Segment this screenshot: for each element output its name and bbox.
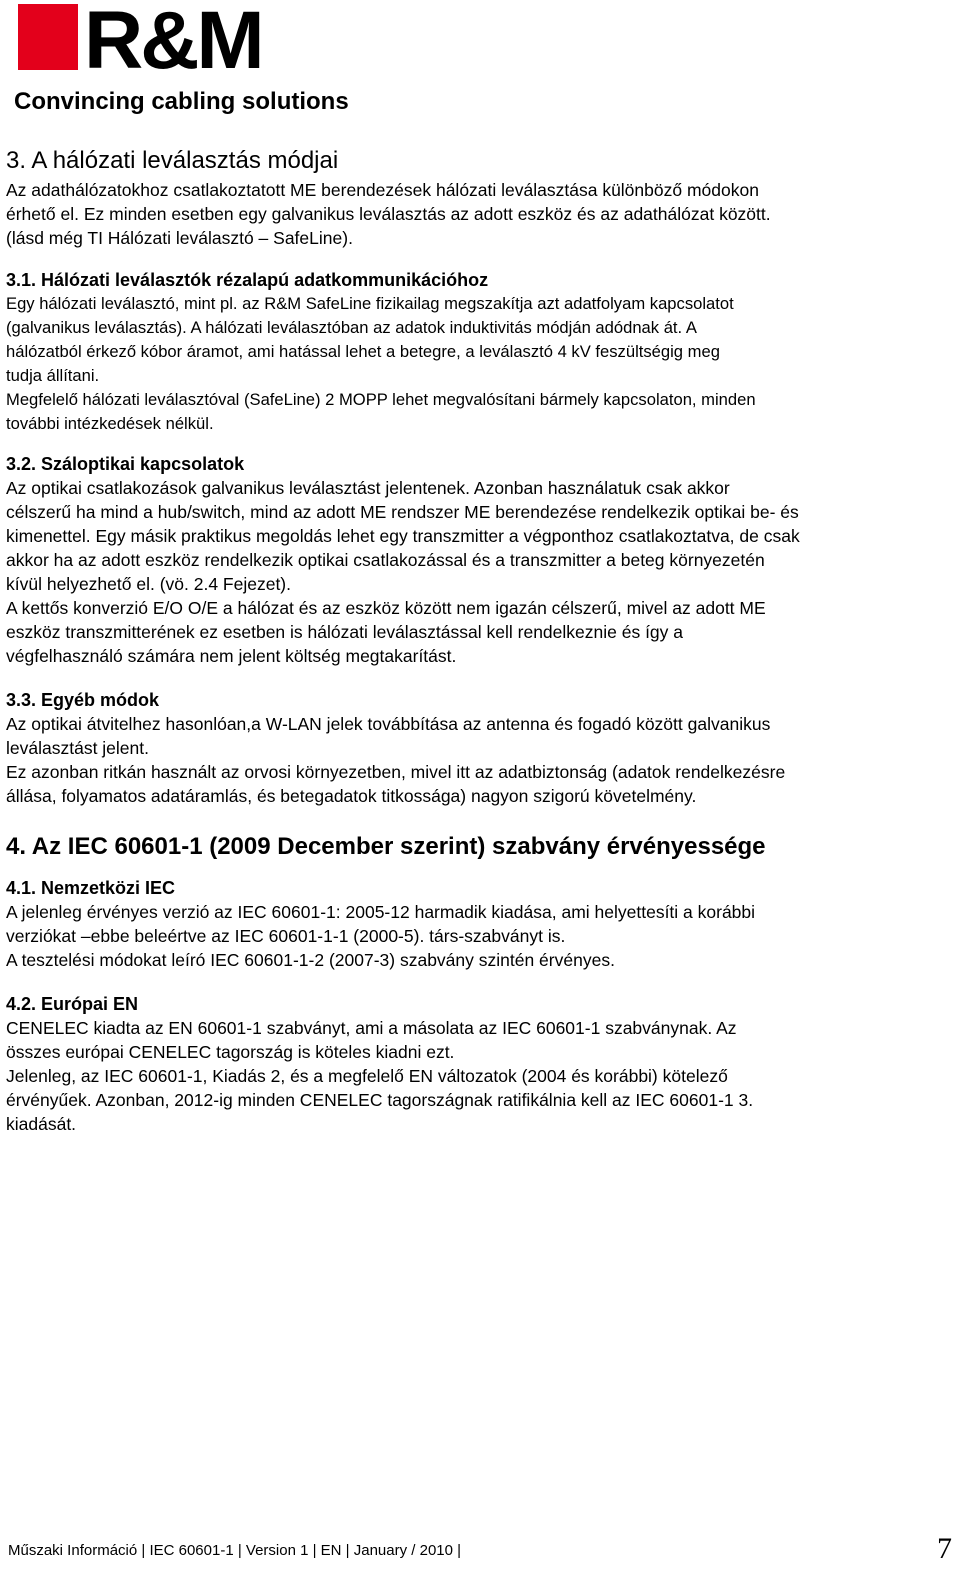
text-line: Az optikai átvitelhez hasonlóan,a W-LAN jelek továbbítása az antenna és fogadó között galvanikus — [6, 714, 771, 734]
logo-brand-text: R&M — [84, 0, 262, 86]
text-line: kiadását. — [6, 1114, 77, 1134]
text-line: Az adathálózatokhoz csatlakoztatott ME berendezések hálózati leválasztása különböző módokon — [6, 180, 759, 200]
section-3-3-body — [6, 712, 954, 808]
text-line: A tesztelési módokat leíró IEC 60601-1-2 (2007-3) szabvány szintén érvényes. — [6, 950, 615, 970]
company-logo — [10, 2, 390, 122]
text-line: Jelenleg, az IEC 60601-1, Kiadás 2, és a megfelelő EN változatok (2004 és korábbi) kötelező — [6, 1066, 728, 1086]
section-4-1-title: 4.1. Nemzetközi IEC — [6, 878, 176, 898]
text-line: leválasztást jelent. — [6, 738, 149, 758]
text-line: érvényűek. Azonban, 2012-ig minden CENELEC tagországnak ratifikálnia kell az IEC 60601-1 3. — [6, 1090, 754, 1110]
text-line: (galvanikus leválasztás). A hálózati leválasztóban az adatok induktivitás módján adódnak át. A — [6, 318, 697, 337]
text-line: verziókat –ebbe beleértve az IEC 60601-1-1 (2000-5). társ-szabványt is. — [6, 926, 566, 946]
section-4-2-title: 4.2. Európai EN — [6, 994, 139, 1014]
text-line: A jelenleg érvényes verzió az IEC 60601-1: 2005-12 harmadik kiadása, ami helyettesíti a korábbi — [6, 902, 756, 922]
text-line: akkor ha az adott eszköz rendelkezik optikai csatlakozással és a transzmitter a beteg környezetén — [6, 550, 765, 570]
logo-red-block — [18, 4, 78, 70]
text-line: kimenettel. Egy másik praktikus megoldás lehet egy transzmitter a végponthoz csatlakoztatva, de csak — [6, 526, 800, 546]
text-line: tudja állítani. — [6, 366, 100, 385]
section-3-body — [6, 178, 954, 250]
section-4-2-body — [6, 1016, 954, 1136]
section-3-1-body — [6, 292, 954, 436]
text-line: eszköz transzmitterének ez esetben is hálózati leválasztással kell rendelkeznie és így a — [6, 622, 684, 642]
logo-tagline: Convincing cabling solutions — [14, 88, 349, 115]
text-line: célszerű ha mind a hub/switch, mind az adott ME rendszer ME berendezése rendelkezik optikai be- és — [6, 502, 799, 522]
text-line: Az optikai csatlakozások galvanikus leválasztást jelentenek. Azonban használatuk csak akkor — [6, 478, 730, 498]
text-line: Ez azonban ritkán használt az orvosi környezetben, mivel itt az adatbiztonság (adatok rendelkezésre — [6, 762, 786, 782]
document-body — [6, 140, 954, 1136]
page-number: 7 — [937, 1532, 952, 1565]
text-line: hálózatból érkező kóbor áramot, ami hatással lehet a betegre, a leválasztó 4 kV feszültségig meg — [6, 342, 720, 361]
text-line: kívül helyezhető el. (vö. 2.4 Fejezet). — [6, 574, 291, 594]
text-line: Egy hálózati leválasztó, mint pl. az R&M SafeLine fizikailag megszakítja azt adatfolyam kapcsolatot — [6, 294, 734, 313]
text-line: (lásd még TI Hálózati leválasztó – SafeLine). — [6, 228, 353, 248]
text-line: Megfelelő hálózati leválasztóval (SafeLine) 2 MOPP lehet megvalósítani bármely kapcsolaton, minden — [6, 390, 756, 409]
text-line: CENELEC kiadta az EN 60601-1 szabványt, ami a másolata az IEC 60601-1 szabványnak. Az — [6, 1018, 737, 1038]
text-line: érhető el. Ez minden esetben egy galvanikus leválasztás az adott eszköz és az adathálózat között. — [6, 204, 771, 224]
text-line: A kettős konverzió E/O O/E a hálózat és az eszköz között nem igazán célszerű, mivel az adott ME — [6, 598, 766, 618]
section-3-title: 3. A hálózati leválasztás módjai — [6, 147, 339, 174]
section-4-1-body — [6, 900, 954, 972]
page-footer: Műszaki Információ | IEC 60601-1 | Version 1 | EN | January / 2010 | — [8, 1542, 462, 1559]
section-4-title: 4. Az IEC 60601-1 (2009 December szerint) szabvány érvényessége — [6, 833, 766, 860]
section-3-2-body — [6, 476, 954, 668]
text-line: állása, folyamatos adatáramlás, és betegadatok titkossága) nagyon szigorú követelmény. — [6, 786, 697, 806]
text-line: további intézkedések nélkül. — [6, 414, 214, 433]
section-3-3-title: 3.3. Egyéb módok — [6, 690, 160, 710]
section-3-2-title: 3.2. Száloptikai kapcsolatok — [6, 454, 245, 474]
text-line: összes európai CENELEC tagország is köteles kiadni ezt. — [6, 1042, 455, 1062]
section-3-1-title: 3.1. Hálózati leválasztók rézalapú adatkommunikációhoz — [6, 270, 489, 290]
text-line: végfelhasználó számára nem jelent költség megtakarítást. — [6, 646, 457, 666]
